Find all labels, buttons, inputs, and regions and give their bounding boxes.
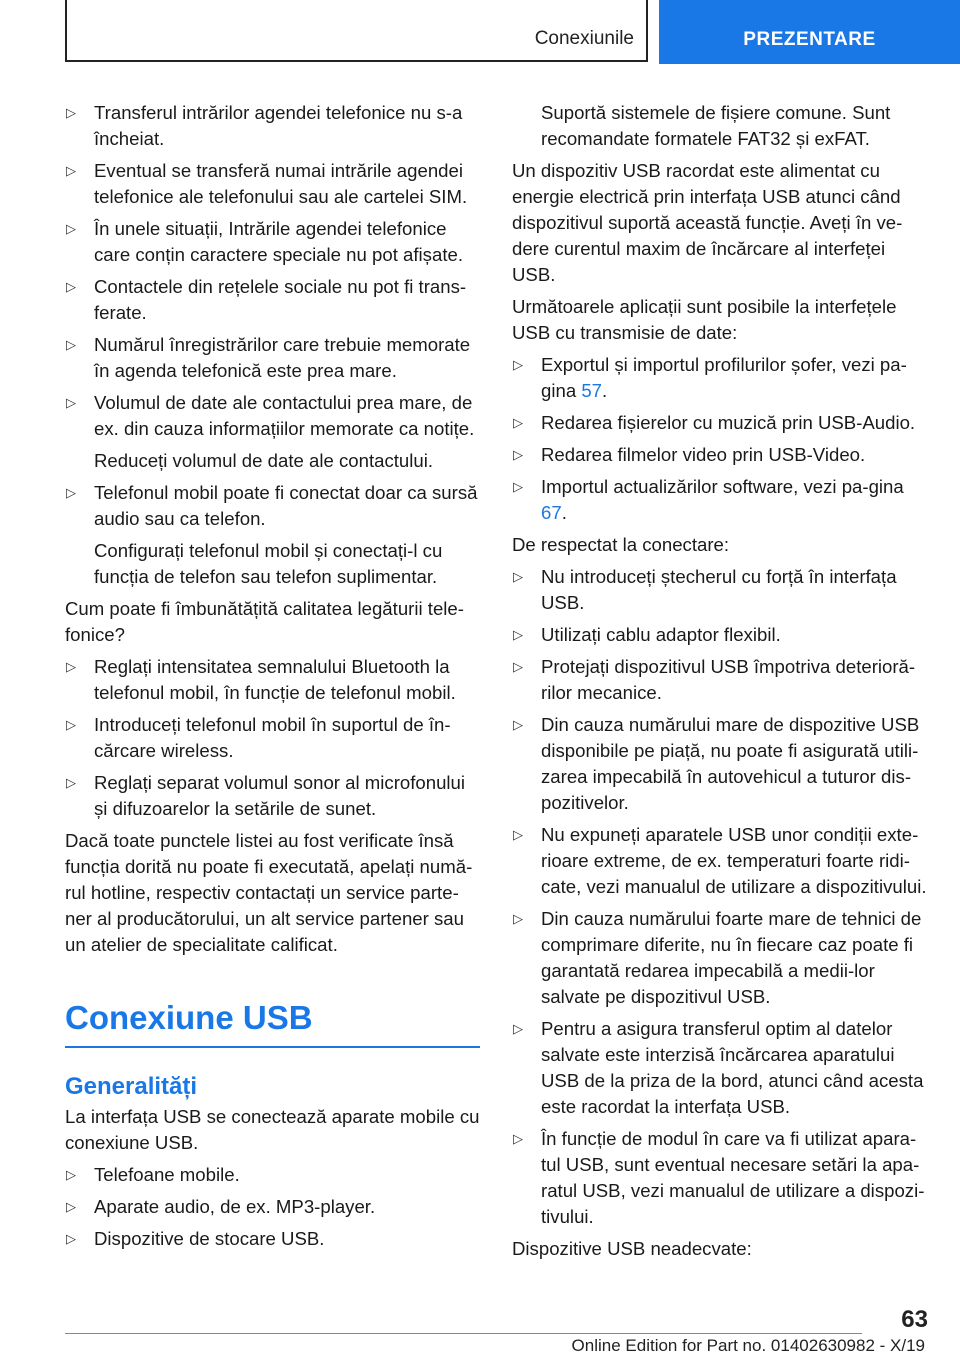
list-item: ▷ Contactele din rețelele sociale nu pot fi trans-ferate. <box>66 276 467 323</box>
triangle-right-icon: ▷ <box>513 357 523 372</box>
triangle-right-icon: ▷ <box>66 221 76 236</box>
list-item: ▷ În funcție de modul în care va fi utilizat apara-tul USB, sunt eventual necesare setări la apa-ratul USB, vezi manualul de utilizare a dispozi-tivului. <box>513 1128 925 1227</box>
paragraph: Un dispozitiv USB racordat este alimentat cu energie electrică prin interfața USB atunci când dispozitivul suportă această funcție. Aveți în ve-dere curentul maxim de încărcare al interfeței USB. <box>512 160 903 285</box>
list-item-note: Configurați telefonul mobil și conectați-l cu funcția de telefon sau telefon suplimentar. <box>94 540 443 587</box>
list-item: ▷ Telefoane mobile. <box>65 1162 480 1188</box>
triangle-right-icon: ▷ <box>513 1131 523 1146</box>
page-header <box>65 0 960 64</box>
chapter-tab <box>659 0 960 64</box>
list-item: ▷ Introduceți telefonul mobil în suportul de în-cărcare wireless. <box>66 714 451 761</box>
triangle-right-icon: ▷ <box>513 911 523 926</box>
list-item: ▷ Telefonul mobil poate fi conectat doar ca sursă audio sau ca telefon. <box>66 482 478 529</box>
list-item: ▷ În unele situații, Intrările agendei telefonice care conțin caractere speciale nu pot afișate. <box>66 218 463 265</box>
triangle-right-icon: ▷ <box>513 569 523 584</box>
list-item: ▷ Exportul și importul profilurilor șofer, vezi pa-gina 57. <box>513 354 907 401</box>
paragraph: Dispozitive USB neadecvate: <box>512 1238 752 1259</box>
chapter-title: PREZENTARE <box>743 29 876 50</box>
section-tab <box>65 0 648 62</box>
list-item: ▷ Nu introduceți ștecherul cu forță în interfața USB. <box>513 566 897 613</box>
list-item: ▷ Redarea fișierelor cu muzică prin USB-Audio. <box>512 410 932 436</box>
list-item: ▷ Redarea filmelor video prin USB-Video. <box>512 442 932 468</box>
footer-divider <box>65 1333 862 1334</box>
triangle-right-icon: ▷ <box>66 1231 76 1246</box>
left-column <box>65 100 480 1258</box>
triangle-right-icon: ▷ <box>66 775 76 790</box>
list-item: ▷ Protejați dispozitivul USB împotriva deterioră-rilor mecanice. <box>513 656 916 703</box>
paragraph: La interfața USB se conectează aparate mobile cu conexiune USB. <box>65 1106 480 1153</box>
triangle-right-icon: ▷ <box>513 627 523 642</box>
list-item: ▷ Numărul înregistrărilor care trebuie memorate în agenda telefonică este prea mare. <box>66 334 471 381</box>
list-item: ▷ Aparate audio, de ex. MP3-player. <box>65 1194 480 1220</box>
triangle-right-icon: ▷ <box>513 827 523 842</box>
list-item: ▷ Reglați intensitatea semnalului Bluetooth la telefonul mobil, în funcție de telefonul mobil. <box>66 656 456 703</box>
list-item: ▷ Din cauza numărului mare de dispozitive USB disponibile pe piață, nu poate fi asigurată utili-zarea impecabilă în autovehicul a tuturor dis-pozitivelor. <box>513 714 920 813</box>
list-item: ▷ Importul actualizărilor software, vezi pa-gina 67. <box>513 476 904 523</box>
triangle-right-icon: ▷ <box>66 717 76 732</box>
triangle-right-icon: ▷ <box>66 105 76 120</box>
page-number: 63 <box>901 1306 928 1333</box>
triangle-right-icon: ▷ <box>513 659 523 674</box>
paragraph: Cum poate fi îmbunătățită calitatea legăturii tele-fonice? <box>65 598 464 645</box>
list-item: ▷ Transferul intrărilor agendei telefonice nu s-a încheiat. <box>66 102 463 149</box>
section-heading: Conexiune USB <box>65 998 480 1048</box>
list-item: ▷ Utilizați cablu adaptor flexibil. <box>512 622 932 648</box>
triangle-right-icon: ▷ <box>513 1021 523 1036</box>
paragraph: Dacă toate punctele listei au fost verificate însă funcția dorită nu poate fi executată, apelați numă-rul hotline, respectiv contactați un service parte-ner al producătorului, un alt service partener sau un atelier de specialitate calificat. <box>65 830 473 955</box>
triangle-right-icon: ▷ <box>66 485 76 500</box>
triangle-right-icon: ▷ <box>66 1199 76 1214</box>
right-column <box>512 100 932 1268</box>
triangle-right-icon: ▷ <box>66 337 76 352</box>
list-item: ▷ Volumul de date ale contactului prea mare, de ex. din cauza informațiilor memorate ca notițe. <box>66 392 475 439</box>
paragraph: Următoarele aplicații sunt posibile la interfețele USB cu transmisie de date: <box>512 296 897 343</box>
triangle-right-icon: ▷ <box>66 279 76 294</box>
triangle-right-icon: ▷ <box>513 717 523 732</box>
list-item: ▷ Nu expuneți aparatele USB unor condiții exte-rioare extreme, de ex. temperaturi foarte ridi-cate, vezi manualul de utilizare a dispozitivului. <box>513 824 927 897</box>
list-item: ▷ Dispozitive de stocare USB. <box>65 1226 480 1252</box>
triangle-right-icon: ▷ <box>66 163 76 178</box>
triangle-right-icon: ▷ <box>66 659 76 674</box>
list-item: ▷ Din cauza numărului foarte mare de tehnici de comprimare diferite, nu în fiecare caz poate fi garantată redarea impecabilă a medii-lor salvate pe dispozitivul USB. <box>513 908 922 1007</box>
triangle-right-icon: ▷ <box>66 1167 76 1182</box>
page-link-67[interactable]: 67 <box>541 502 562 523</box>
list-item: ▷ Eventual se transferă numai intrările agendei telefonice ale telefonului sau ale cartelei SIM. <box>66 160 468 207</box>
triangle-right-icon: ▷ <box>513 447 523 462</box>
section-title: Conexiunile <box>534 28 634 49</box>
footer-edition: Online Edition for Part no. 01402630982 - X/19 <box>571 1336 925 1355</box>
subsection-heading: Generalități <box>65 1073 198 1100</box>
triangle-right-icon: ▷ <box>66 395 76 410</box>
triangle-right-icon: ▷ <box>513 415 523 430</box>
list-item: ▷ Reglați separat volumul sonor al microfonului și difuzoarelor la setările de sunet. <box>66 772 466 819</box>
list-item-continuation: Suportă sistemele de fișiere comune. Sunt recomandate formatele FAT32 și exFAT. <box>541 102 891 149</box>
list-item: ▷ Pentru a asigura transferul optim al datelor salvate este interzisă încărcarea aparatului USB de la priza de la bord, atunci când acesta este racordat la interfața USB. <box>513 1018 924 1117</box>
paragraph: De respectat la conectare: <box>512 534 730 555</box>
page-link-57[interactable]: 57 <box>581 380 603 401</box>
triangle-right-icon: ▷ <box>513 479 523 494</box>
list-item-note: Reduceți volumul de date ale contactului. <box>94 450 434 471</box>
